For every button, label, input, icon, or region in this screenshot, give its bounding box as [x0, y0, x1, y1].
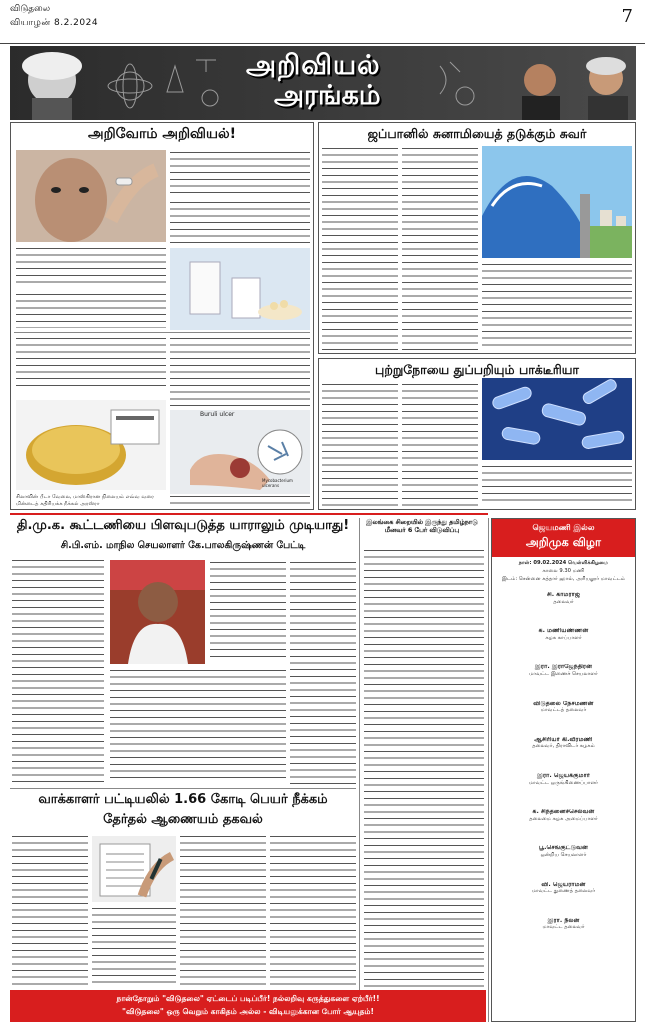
article3-text-2 — [402, 382, 478, 506]
page-number: 7 — [621, 6, 633, 27]
footer-line2: "விடுதலை" ஒரு வெறும் காகிதம் அல்ல - விடியலுக்கான போர் ஆயுதம்! — [122, 1007, 374, 1016]
article5-headline: இலங்கை சிறையில் இருந்து தமிழ்நாடு மீனவர் 6 பேர் விடுவிப்பு — [366, 518, 478, 534]
article3-headline: புற்றுநோயை துப்பறியும் பாக்டீரியா — [375, 362, 579, 377]
buruli-label: Buruli ulcer — [200, 411, 235, 418]
science-banner — [10, 46, 636, 120]
mycobacterium-label: Mycobacterium ulcerans — [262, 478, 293, 488]
event-title-line1: ஜெயமணி இல்ல — [532, 523, 595, 532]
footer-line1: நான்தோறும் "விடுதலை" ஏட்டைப் படிப்பீர்! நல்லறிவு கருத்துகளை ஏற்பீர்!! — [116, 994, 380, 1003]
article4-headline: தி.மு.க. கூட்டணியை பிளவுபடுத்த யாராலும் முடியாது! — [16, 518, 350, 533]
event-date: நாள்: 09.02.2024 வெள்ளிக்கிழமை — [518, 560, 609, 566]
article1-text-7 — [170, 494, 310, 508]
speaker-name: க. சிந்தனைச்செல்வன் — [532, 809, 595, 816]
event-title-line2: அறிமுக விழா — [525, 535, 602, 549]
politician-photo — [110, 560, 205, 664]
voter-list-photo — [92, 836, 176, 902]
speaker-name: வி. ஜெயராமன் — [541, 881, 586, 888]
tsunami-wall-illustration — [482, 146, 632, 258]
speaker-role: மாவட்ட ஒருங்கிணைப்பாளர் — [528, 779, 599, 786]
speaker-role: தலைவர், திராவிடர் கழகம் — [532, 743, 595, 750]
speaker-role: மாவட்ட தலைவர் — [542, 924, 585, 931]
capsule-photo — [16, 150, 166, 242]
article1-text-6 — [170, 336, 310, 406]
article3-text-3 — [482, 464, 632, 506]
event-speaker-list — [494, 592, 633, 941]
banner-title-line1: அறிவியல் — [246, 50, 381, 81]
speaker-role: மாவட்டத் தலைவர் — [540, 707, 587, 714]
article6-text-4 — [270, 834, 356, 986]
speaker-name: க. மணியண்ணன் — [538, 628, 589, 635]
speaker-role: மாவட்ட இணைச் செயலாளர் — [529, 670, 598, 677]
event-notice-header — [492, 519, 635, 557]
article6-subhead: தேர்தல் ஆணையம் தகவல் — [103, 812, 263, 827]
milk-photo — [170, 248, 310, 330]
article1-headline: அறிவோம் அறிவியல்! — [88, 126, 236, 142]
article1-text-4 — [16, 292, 166, 328]
masthead — [0, 0, 645, 44]
event-time: காலை 9.30 மணி — [542, 568, 585, 574]
speaker-name: பூ.செங்குட்டுவன் — [538, 845, 589, 852]
speaker-name: ஆசிரியர் கி.வீரமணி — [534, 736, 593, 743]
speaker-role: ஒன்றிய செயலாளர் — [540, 851, 587, 858]
footer-slogan — [10, 990, 486, 1022]
speaker-name: இரா. இராஜேந்திரன் — [534, 664, 593, 671]
article4-text-2 — [210, 560, 286, 662]
article1-image-caption: சிலாவின் பீடா வேலை, மாஸ்கிரான நிலையம் எவ்வ வரை மின்டைத் கதிரியக்க நீக்கல் அரஸ்ரா — [16, 494, 154, 507]
banner-title-line2: அரங்கம் — [274, 80, 381, 111]
paper-name: விடுதலை — [10, 4, 51, 14]
article2-text-2 — [402, 146, 478, 350]
article3-text-1 — [322, 382, 398, 506]
article4-text-4 — [110, 668, 286, 784]
article1-text-5 — [16, 336, 166, 390]
speaker-role: கழக காப்பாளர் — [545, 634, 582, 641]
event-place: இடம்: சென்னை கத்தார் ஹால், அரியலூர் மாவட்டம் — [501, 576, 626, 582]
article4-subhead: சி.பி.எம். மாநில செயலாளர் கே.பாலகிருஷ்ணன் பேட்டி — [60, 540, 306, 551]
speaker-name: சி. காமராஜ் — [546, 592, 581, 598]
article6-text-2 — [92, 906, 176, 986]
article2-text-3 — [482, 262, 632, 350]
article6-headline: வாக்காளர் பட்டியலில் 1.66 கோடி பெயர் நீக்கம் — [38, 792, 328, 807]
article1-text-1 — [170, 150, 310, 194]
speaker-name: இரா. ஜெயக்குமார் — [536, 772, 591, 779]
issue-date: வியாழன் 8.2.2024 — [10, 18, 99, 28]
article4-text-3 — [290, 560, 356, 784]
radiation-coin-photo — [16, 400, 166, 490]
speaker-role: தலைவர் — [553, 598, 574, 605]
article2-text-1 — [322, 146, 398, 350]
article6-text-3 — [180, 834, 266, 986]
article6-text-1 — [12, 834, 88, 986]
speaker-role: மாவட்ட துணைத் தலைவர் — [531, 888, 596, 895]
article4-text-1 — [12, 558, 104, 784]
bacteria-illustration — [482, 378, 632, 460]
speaker-name: இரா. நீலன் — [547, 917, 580, 924]
article5-text — [364, 548, 484, 1020]
speaker-role: தலைமை கழக அமைப்பாளர் — [529, 815, 598, 822]
speaker-name: விடுதலை நேசமணன் — [533, 700, 594, 707]
article1-text-2 — [170, 200, 310, 244]
article2-headline: ஜப்பானில் சுனாமியைத் தடுக்கும் சுவர் — [367, 126, 587, 141]
article1-text-3 — [16, 246, 166, 288]
